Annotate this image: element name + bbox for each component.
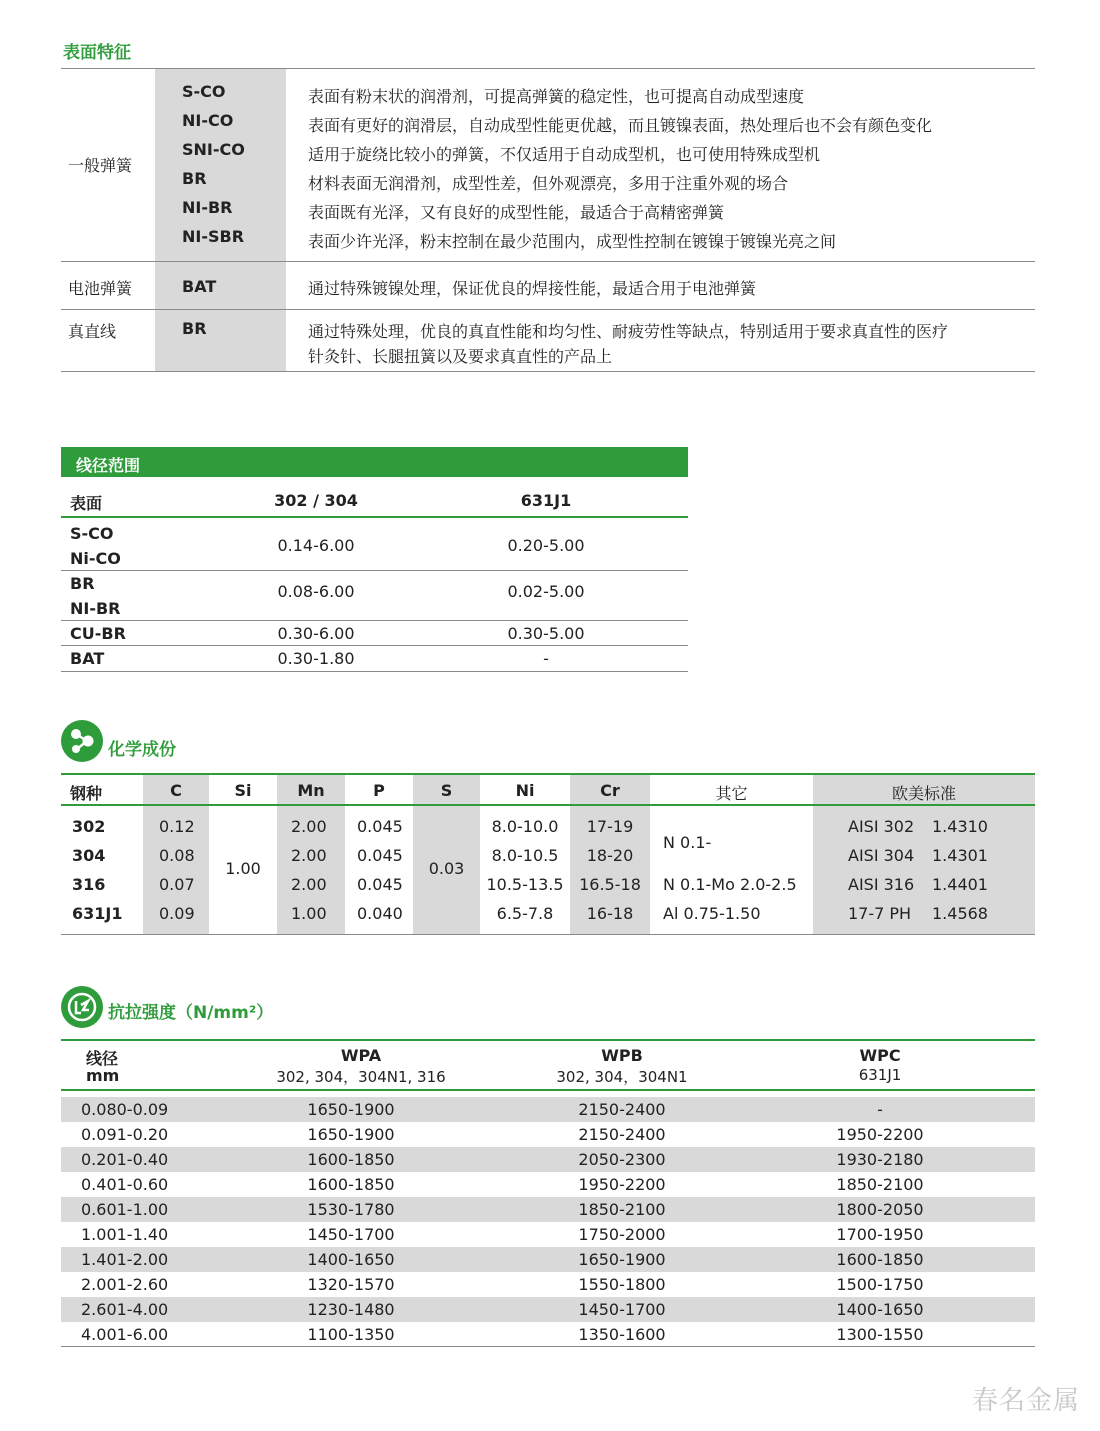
std-number: 1.4301 bbox=[932, 846, 988, 865]
wire-code: Ni-CO bbox=[70, 549, 121, 568]
category-straight-wire: 真直线 bbox=[68, 322, 117, 341]
wire-value: 0.14-6.00 bbox=[277, 536, 355, 555]
tensile-value: - bbox=[877, 1100, 883, 1119]
surface-code: BAT bbox=[182, 277, 217, 296]
col-header: C bbox=[170, 781, 182, 800]
cr-value: 16.5-18 bbox=[579, 875, 641, 894]
surface-code: NI-SBR bbox=[182, 227, 245, 246]
tensile-value: 1450-1700 bbox=[578, 1300, 666, 1319]
divider bbox=[61, 516, 688, 518]
wire-value: 0.08-6.00 bbox=[277, 582, 355, 601]
steel-grade: 304 bbox=[72, 846, 106, 865]
col-header: WPC bbox=[859, 1046, 901, 1065]
wire-diameter: 2.001-2.60 bbox=[81, 1275, 169, 1294]
divider bbox=[61, 261, 1035, 262]
surface-code: S-CO bbox=[182, 82, 226, 101]
surface-desc: 适用于旋绕比较小的弹簧，不仅适用于自动成型机，也可使用特殊成型机 bbox=[308, 145, 821, 164]
surface-section-title: 表面特征 bbox=[63, 43, 131, 63]
col-header: S bbox=[440, 781, 453, 800]
steel-grade: 631J1 bbox=[72, 904, 123, 923]
surface-desc: 表面既有光泽，又有良好的成型性能，最适合于高精密弹簧 bbox=[308, 203, 725, 222]
surface-desc: 表面少许光泽，粉末控制在最少范围内，成型性控制在镀镍于镀镍光亮之间 bbox=[308, 232, 837, 251]
tensile-value: 1450-1700 bbox=[307, 1225, 395, 1244]
std-name: AISI 304 bbox=[848, 846, 915, 865]
col-header: P bbox=[373, 781, 385, 800]
wire-diameter: 0.601-1.00 bbox=[81, 1200, 169, 1219]
divider bbox=[61, 671, 688, 672]
tensile-value: 1350-1600 bbox=[578, 1325, 666, 1344]
mn-value: 1.00 bbox=[291, 904, 327, 923]
other-value: Al 0.75-1.50 bbox=[663, 904, 761, 923]
c-value: 0.09 bbox=[159, 904, 195, 923]
tensile-value: 1850-2100 bbox=[578, 1200, 666, 1219]
wire-code: BAT bbox=[70, 649, 105, 668]
tensile-value: 1950-2200 bbox=[578, 1175, 666, 1194]
tensile-value: 1800-2050 bbox=[836, 1200, 924, 1219]
mn-value: 2.00 bbox=[291, 875, 327, 894]
molecule-icon bbox=[61, 720, 103, 762]
wire-diameter: 0.091-0.20 bbox=[81, 1125, 169, 1144]
col-header: Ni bbox=[515, 781, 535, 800]
tensile-value: 1230-1480 bbox=[307, 1300, 395, 1319]
tensile-value: 2150-2400 bbox=[578, 1125, 666, 1144]
col-header: 其它 bbox=[715, 784, 748, 803]
si-value: 1.00 bbox=[225, 859, 261, 878]
ni-value: 8.0-10.0 bbox=[491, 817, 559, 836]
divider bbox=[61, 934, 1035, 935]
surface-desc: 材料表面无润滑剂，成型性差，但外观漂亮，多用于注重外观的场合 bbox=[308, 174, 789, 193]
col-header: WPB bbox=[601, 1046, 643, 1065]
steel-grade: 302 bbox=[72, 817, 106, 836]
tensile-value: 1500-1750 bbox=[836, 1275, 924, 1294]
wire-diameter: 0.080-0.09 bbox=[81, 1100, 169, 1119]
col-header-grades: 302, 304，304N1, 316 bbox=[276, 1068, 446, 1086]
tensile-value: 1850-2100 bbox=[836, 1175, 924, 1194]
col-header: 302 / 304 bbox=[274, 491, 358, 510]
divider bbox=[61, 1346, 1035, 1347]
wire-diameter: 1.001-1.40 bbox=[81, 1225, 169, 1244]
surface-code: BR bbox=[182, 169, 207, 188]
wire-code: NI-BR bbox=[70, 599, 121, 618]
tensile-value: 1550-1800 bbox=[578, 1275, 666, 1294]
wire-value: 0.30-6.00 bbox=[277, 624, 355, 643]
col-header: 欧美标准 bbox=[891, 784, 956, 803]
wire-value: 0.30-1.80 bbox=[277, 649, 355, 668]
divider bbox=[61, 620, 688, 621]
col-header: 表面 bbox=[70, 494, 103, 513]
std-name: AISI 316 bbox=[848, 875, 915, 894]
c-value: 0.07 bbox=[159, 875, 195, 894]
tensile-section-title: 抗拉强度（N/mm²） bbox=[108, 1003, 274, 1023]
col-header: 钢种 bbox=[70, 784, 103, 803]
watermark: 春名金属 bbox=[972, 1386, 1081, 1416]
tensile-value: 1100-1350 bbox=[307, 1325, 395, 1344]
other-value: N 0.1-Mo 2.0-2.5 bbox=[663, 875, 797, 894]
surface-desc: 表面有粉末状的润滑剂，可提高弹簧的稳定性，也可提高自动成型速度 bbox=[308, 87, 805, 106]
mn-value: 2.00 bbox=[291, 817, 327, 836]
wire-diameter: 4.001-6.00 bbox=[81, 1325, 169, 1344]
wire-diameter: 2.601-4.00 bbox=[81, 1300, 169, 1319]
col-header: WPA bbox=[340, 1046, 382, 1065]
col-header: Si bbox=[234, 781, 252, 800]
std-name: AISI 302 bbox=[848, 817, 915, 836]
std-number: 1.4310 bbox=[932, 817, 988, 836]
col-header: 线径 bbox=[86, 1049, 119, 1068]
category-general-springs: 一般弹簧 bbox=[68, 156, 133, 175]
tensile-value: 1650-1900 bbox=[307, 1125, 395, 1144]
wire-diameter: 1.401-2.00 bbox=[81, 1250, 169, 1269]
divider bbox=[61, 1039, 1035, 1041]
tensile-value: 1950-2200 bbox=[836, 1125, 924, 1144]
tensile-value: 1600-1850 bbox=[836, 1250, 924, 1269]
divider bbox=[61, 309, 1035, 310]
tensile-value: 1600-1850 bbox=[307, 1150, 395, 1169]
cr-value: 17-19 bbox=[586, 817, 634, 836]
wire-code: BR bbox=[70, 574, 95, 593]
c-value: 0.08 bbox=[159, 846, 195, 865]
wire-diameter: 0.201-0.40 bbox=[81, 1150, 169, 1169]
col-header: Cr bbox=[600, 781, 620, 800]
col-header: Mn bbox=[297, 781, 325, 800]
strength-icon bbox=[61, 986, 103, 1028]
wire-value: 0.20-5.00 bbox=[507, 536, 585, 555]
ni-value: 10.5-13.5 bbox=[486, 875, 564, 894]
surface-code: NI-BR bbox=[182, 198, 233, 217]
divider bbox=[61, 1089, 1035, 1091]
tensile-value: 1650-1900 bbox=[578, 1250, 666, 1269]
tensile-value: 2150-2400 bbox=[578, 1100, 666, 1119]
s-value: 0.03 bbox=[428, 859, 465, 878]
wire-value: 0.02-5.00 bbox=[507, 582, 585, 601]
wire-value: - bbox=[543, 649, 549, 668]
divider bbox=[61, 570, 688, 571]
wire-range-header-bar bbox=[61, 447, 688, 477]
tensile-value: 1300-1550 bbox=[836, 1325, 924, 1344]
surface-desc: 表面有更好的润滑层，自动成型性能更优越，而且镀镍表面，热处理后也不会有颜色变化 bbox=[308, 116, 933, 135]
surface-desc: 通过特殊镀镍处理，保证优良的焊接性能，最适合用于电池弹簧 bbox=[308, 279, 757, 298]
other-value: N 0.1- bbox=[663, 833, 712, 852]
p-value: 0.045 bbox=[357, 817, 403, 836]
std-number: 1.4568 bbox=[932, 904, 988, 923]
wire-value: 0.30-5.00 bbox=[507, 624, 585, 643]
tensile-value: 1600-1850 bbox=[307, 1175, 395, 1194]
divider bbox=[61, 371, 1035, 372]
col-header-unit: mm bbox=[86, 1066, 120, 1085]
ni-value: 6.5-7.8 bbox=[496, 904, 554, 923]
p-value: 0.045 bbox=[357, 875, 403, 894]
divider bbox=[61, 645, 688, 646]
wire-code: S-CO bbox=[70, 524, 114, 543]
tensile-value: 1400-1650 bbox=[307, 1250, 395, 1269]
category-battery-springs: 电池弹簧 bbox=[68, 279, 133, 298]
cr-value: 16-18 bbox=[586, 904, 634, 923]
tensile-value: 2050-2300 bbox=[578, 1150, 666, 1169]
tensile-value: 1400-1650 bbox=[836, 1300, 924, 1319]
divider bbox=[61, 804, 1035, 806]
col-header: 631J1 bbox=[520, 491, 572, 510]
mn-value: 2.00 bbox=[291, 846, 327, 865]
tensile-value: 1700-1950 bbox=[836, 1225, 924, 1244]
p-value: 0.040 bbox=[357, 904, 403, 923]
surface-code: SNI-CO bbox=[182, 140, 245, 159]
chemical-section-title: 化学成份 bbox=[108, 740, 176, 760]
std-number: 1.4401 bbox=[932, 875, 988, 894]
col-header-grades: 302, 304，304N1 bbox=[556, 1068, 688, 1086]
steel-grade: 316 bbox=[72, 875, 106, 894]
ni-value: 8.0-10.5 bbox=[491, 846, 559, 865]
tensile-value: 1930-2180 bbox=[836, 1150, 924, 1169]
tensile-value: 1320-1570 bbox=[307, 1275, 395, 1294]
cr-value: 18-20 bbox=[586, 846, 634, 865]
tensile-value: 1530-1780 bbox=[307, 1200, 395, 1219]
surface-desc: 通过特殊处理，优良的真直性能和均匀性、耐疲劳性等缺点，特别适用于要求真直性的医疗 bbox=[308, 322, 949, 341]
wire-code: CU-BR bbox=[70, 624, 126, 643]
surface-code: BR bbox=[182, 319, 207, 338]
tensile-value: 1750-2000 bbox=[578, 1225, 666, 1244]
wire-diameter: 0.401-0.60 bbox=[81, 1175, 169, 1194]
std-name: 17-7 PH bbox=[848, 904, 912, 923]
col-header-grades: 631J1 bbox=[858, 1066, 902, 1084]
c-value: 0.12 bbox=[159, 817, 195, 836]
surface-desc: 针灸针、长腿扭簧以及要求真直性的产品上 bbox=[308, 347, 613, 366]
wire-range-title: 线径范围 bbox=[76, 456, 141, 475]
p-value: 0.045 bbox=[357, 846, 403, 865]
surface-code: NI-CO bbox=[182, 111, 234, 130]
tensile-value: 1650-1900 bbox=[307, 1100, 395, 1119]
